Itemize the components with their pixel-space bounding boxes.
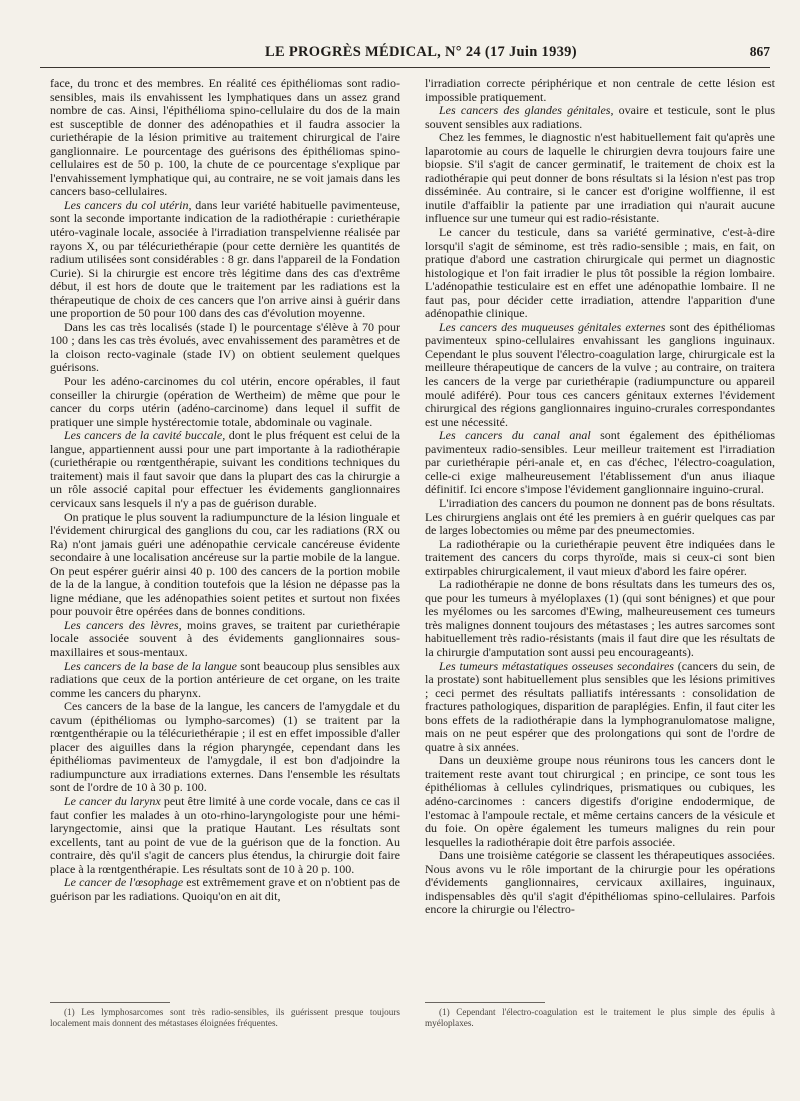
paragraph-text: sont beaucoup plus sensibles aux radiations que ceux de la portion antérieure de cet organe, on les traite comme les cancers du pharynx. bbox=[50, 658, 400, 700]
left-column bbox=[50, 77, 400, 903]
paragraph bbox=[50, 619, 400, 660]
paragraph-lead: Les cancers des muqueuses génitales externes bbox=[439, 319, 666, 334]
paragraph bbox=[50, 429, 400, 510]
footnote-rule bbox=[425, 1002, 545, 1003]
paragraph-lead: Le cancer de l'œsophage bbox=[64, 875, 184, 890]
page-number: 867 bbox=[749, 44, 770, 59]
paragraph bbox=[50, 660, 400, 701]
paragraph-text: La radiothérapie ne donne de bons résultats dans les tumeurs des os, que pour les tumeurs à myéloplaxes (1) (qui sont bénignes) et que pour les myélomes ou les sarcomes d'Ewing, malheureusement ces tumeurs très malignes donnent toujours des métastases ; les autres sarcomes sont habituellement très radio-résistants (mais il faut dire que les résultats de la chirurgie d'amputation sont aussi peu encourageants). bbox=[425, 577, 775, 659]
paragraph-text: sont également des épithéliomas pavimenteux radio-sensibles. Leur meilleur traitement est l'irradiation par curiethérapie péri-anale et, en cas d'échec, l'électro-coagulation, celle-ci exige malheureusement l'établissement d'un anus iliaque définitif. Ici encore s'impose l'évidement ganglionnaire inguino-crural. bbox=[425, 428, 776, 497]
left-footnote bbox=[50, 1002, 400, 1029]
running-header bbox=[40, 44, 770, 64]
right-column bbox=[425, 77, 775, 917]
paragraph bbox=[50, 876, 400, 903]
paragraph-text: Dans une troisième catégorie se classent les thérapeutiques associées. Nous avons vu le rôle important de la chirurgie pour les opérations d'évidements ganglionnaires, cervicaux axillaires, inguinaux, indispensables dès qu'il s'agit d'épithéliomas spino-cellulaires. Parfois encore la chirurgie ou l'électro- bbox=[425, 848, 775, 917]
paragraph-text: est extrêmement grave et on n'obtient pas de guérison par les radiations. Quoiqu'on en ait dit, bbox=[50, 875, 400, 903]
paragraph-lead: Les tumeurs métastatiques osseuses secondaires bbox=[439, 658, 674, 673]
footnote-text: (1) Les lymphosarcomes sont très radio-sensibles, ils guérissent presque toujours localement mais donnent des métastases éloignées fréquentes. bbox=[50, 1007, 400, 1028]
paragraph-text: On pratique le plus souvent la radiumpuncture de la lésion linguale et l'évidement chirurgical des ganglions du cou, car les radiations (RX ou Ra) n'ont jamais guéri une adénopathie cervicale cancéreuse évidente secondaire à une localisation ancéreuse sur la partie mobile de la langue. On peut espérer guérir ainsi 40 p. 100 des cancers de la portion mobile de la de la langue, à condition toutefois que la lésion ne dépasse pas la ligne médiane, que les adénopathies soient petites et surtout non fixées pour pouvoir être opérées dans de bonnes conditions. bbox=[50, 509, 400, 619]
paragraph-text: Chez les femmes, le diagnostic n'est habituellement fait qu'après une laparotomie au cours de laquelle le chirurgien devra toujours faire une biopsie. S'il s'agit de cancer germinatif, le traitement de choix est la radiothérapie qui peut donner de bons résultats si la lésion n'est pas trop disséminée. Au contraire, si le cancer est d'origine wolffienne, il est inutile d'affaiblir la patiente par une irradiation qui n'aurait aucune influence sur une tumeur qui est radio-résistante. bbox=[425, 130, 775, 226]
paragraph-lead: Les cancers des lèvres, bbox=[64, 617, 182, 632]
paragraph bbox=[425, 104, 775, 131]
right-footnote bbox=[425, 1002, 775, 1029]
paragraph-text: La radiothérapie ou la curiethérapie peuvent être indiquées dans le traitement des cancers du corps thyroïde, mais si ceux-ci sont bien extirpables chirurgicalement, il vaut mieux d'abord les faire opérer. bbox=[425, 536, 775, 578]
paragraph-text: l'irradiation correcte périphérique et non centrale de cette lésion est impossible pratiquement. bbox=[425, 76, 775, 104]
paragraph-text: dont le plus fréquent est celui de la langue, appartiennent aussi pour une part importante à la radiothérapie (curiethérapie ou rœntgenthérapie, suivant les conditions techniques du traitement) mais il faut savoir que dans la plupart des cas la chirurgie a un rôle associé capital pour effectuer les évidements ganglionnaires cervicaux sans lesquels il n'y a pas de guérison durable. bbox=[50, 428, 400, 510]
paragraph-text: Ces cancers de la base de la langue, les cancers de l'amygdale et du cavum (épithéliomas ou lympho-sarcomes) (1) se traitent par la rœntgenthérapie ou la télécuriethérapie ; il est en effet impossible d'aller placer des aiguilles dans la région pharyngée, cependant dans les épithéliomas pavimenteux de l'amygdale, il est bon d'adjoindre la radiumpuncture aux irradiations externes. Dans l'ensemble les résultats sont de l'ordre de 10 à 30 p. 100. bbox=[50, 699, 400, 795]
paragraph-text: face, du tronc et des membres. En réalité ces épithéliomas sont radio-sensibles, mais ils envahissent les lymphatiques dans un assez grand nombre de cas. Ainsi, l'épithélioma spino-cellulaire du dos de la main est susceptible de donner des adénopathies et il faudra associer la curiethérapie de la lésion primitive au traitement chirurgical de l'aire ganglionnaire. Le pourcentage des guérisons des épithéliomas spino-cellulaires est de 50 p. 100, la chute de ce pourcentage s'explique par l'envahissement lymphatique qui, au contraire, ne se voit jamais dans les cancers baso-cellulaires. bbox=[50, 76, 400, 199]
paragraph bbox=[425, 321, 775, 429]
paragraph bbox=[425, 77, 775, 104]
paragraph-text: Pour les adéno-carcinomes du col utérin, encore opérables, il faut conseiller la chirurgie (opération de Wertheim) de même que pour le cancer du corps utérin (adéno-carcinome) dans lequel il suffit de pratiquer une simple hystérectomie totale, abdominale ou vaginale. bbox=[50, 374, 400, 429]
paragraph bbox=[50, 199, 400, 321]
paragraph-text: ovaire et testicule, sont le plus souvent sensibles aux radiations. bbox=[425, 103, 776, 131]
paragraph bbox=[425, 754, 775, 849]
paragraph-lead: Les cancers du canal anal bbox=[439, 428, 591, 443]
paragraph-text: moins graves, se traitent par curiethérapie locale associée souvent à des évidements ganglionnaires sous-maxillaires et sous-mentaux. bbox=[50, 617, 400, 659]
paragraph-lead: Les cancers de la cavité buccale, bbox=[64, 428, 226, 443]
header-rule bbox=[40, 67, 770, 68]
paragraph-text: Le cancer du testicule, dans sa variété germinative, c'est-à-dire lorsqu'il s'agit de séminome, est très radio-sensible ; mais, en fait, on pratique d'abord une castration chirurgicale qui permet un diagnostic histologique et l'on fait irradier le plus tôt possible la région lombaire. L'adénopathie testiculaire est en effet une adénopathie lombaire. Il ne faut pas, pour décider cette irradiation, attendre l'apparition d'une adénopathie clinique. bbox=[425, 225, 775, 321]
paragraph bbox=[50, 511, 400, 619]
paragraph bbox=[50, 795, 400, 876]
paragraph-text: dans leur variété habituelle pavimenteuse, sont la seconde importante indication de la radiothérapie : curiethérapie utéro-vaginale locale, associée à l'irradiation transpelvienne réalisée par rayons X, ou par télécuriethérapie (pour cette dernière les quantités de radium utilisées sont considérables : 8 gr. dans l'appareil de la Fondation Curie). Si la chirurgie est encore très légitime dans des cas d'extrême début, il est hors de doute que le traitement par les radiations est la thérapeutique de choix de ces cancers que l'on arrive ainsi à guérir dans une proportion de 50 pour 100 dans des cas d'évolution moyenne. bbox=[50, 197, 400, 321]
paragraph bbox=[50, 77, 400, 199]
paragraph-text: Dans un deuxième groupe nous réunirons tous les cancers dont le traitement reste avant tout chirurgical ; en principe, ce sont tous les épithéliomas à cellules cylindriques, prismatiques ou cubiques, les adéno-carcinomes : cancers digestifs d'origine endodermique, de l'estomac à l'ampoule rectale, et même certains cancers de la vésicule et du foie. On opère également les tumeurs malignes du rein pour lesquelles la radiothérapie doit être parfois associée. bbox=[425, 753, 775, 849]
paragraph-lead: Les cancers des glandes génitales, bbox=[439, 103, 614, 118]
paragraph-lead: Les cancers de la base de la langue bbox=[64, 658, 237, 673]
footnote-text: (1) Cependant l'électro-coagulation est le traitement le plus simple des épulis à myéloplaxes. bbox=[425, 1007, 775, 1028]
paragraph-text: peut être limité à une corde vocale, dans ce cas il faut confier les malades à un oto-rhino-laryngologiste pour une hémi-laryngectomie, ainsi que la pratique Hautant. Les résultats sont excellents, tant au point de vue de la guérison que de la fonction. Au contraire, dès qu'il s'agit de cancers plus étendus, la chirurgie doit faire place à la rœntgenthérapie. Les résultats sont de 10 à 20 p. 100. bbox=[50, 793, 401, 876]
paragraph bbox=[50, 321, 400, 375]
paragraph bbox=[425, 226, 775, 321]
paragraph bbox=[425, 849, 775, 917]
paragraph-text: (cancers du sein, de la prostate) sont habituellement plus sensibles que les lésions primitives ; ceci permet des résultats palliatifs intéressants : consolidation de fractures pathologiques, disparition de paraplégies. Enfin, il faut citer les bons effets de la radiothérapie dans la lymphogranulomatose maligne, mais on ne peut espérer que des prolongations qui sont de l'ordre de quatre à six années. bbox=[425, 658, 775, 754]
paragraph bbox=[50, 700, 400, 795]
paragraph bbox=[425, 578, 775, 659]
paragraph-text: Dans les cas très localisés (stade I) le pourcentage s'élève à 70 pour 100 ; dans les cas très évolués, avec envahissement des paramètres et de la cloison recto-vaginale (stade IV) on obtient seulement quelques guérisons. bbox=[50, 319, 400, 375]
journal-title: LE PROGRÈS MÉDICAL, N° 24 (17 Juin 1939) bbox=[265, 44, 577, 60]
paragraph bbox=[425, 538, 775, 579]
paragraph-lead: Le cancer du larynx bbox=[64, 793, 161, 808]
paragraph bbox=[425, 429, 775, 497]
paragraph-lead: Les cancers du col utérin, bbox=[64, 197, 192, 212]
paragraph-text: sont des épithéliomas pavimenteux spino-cellulaires envahissant les ganglions inguinaux. Cependant le plus souvent l'électro-coagulation large, chirurgicale est la meilleure thérapeutique de cancers de la vulve ; au contraire, on traitera les cancers de la verge par curiethérapie (radiumpuncture ou appareil moulé adiféré). Pour tous ces cancers génitaux externes l'évidement chirurgical des régions ganglionnaires inguino-crurales correspondantes est une nécessité. bbox=[425, 319, 775, 429]
paragraph bbox=[50, 375, 400, 429]
paragraph-text: L'irradiation des cancers du poumon ne donnent pas de bons résultats. Les chirurgiens anglais ont été les premiers à en guérir quelques cas par de larges lobectomies ou même par des pneumectomies. bbox=[425, 495, 775, 538]
paragraph bbox=[425, 660, 775, 755]
paragraph bbox=[425, 497, 775, 538]
footnote-rule bbox=[50, 1002, 170, 1003]
paragraph bbox=[425, 131, 775, 226]
